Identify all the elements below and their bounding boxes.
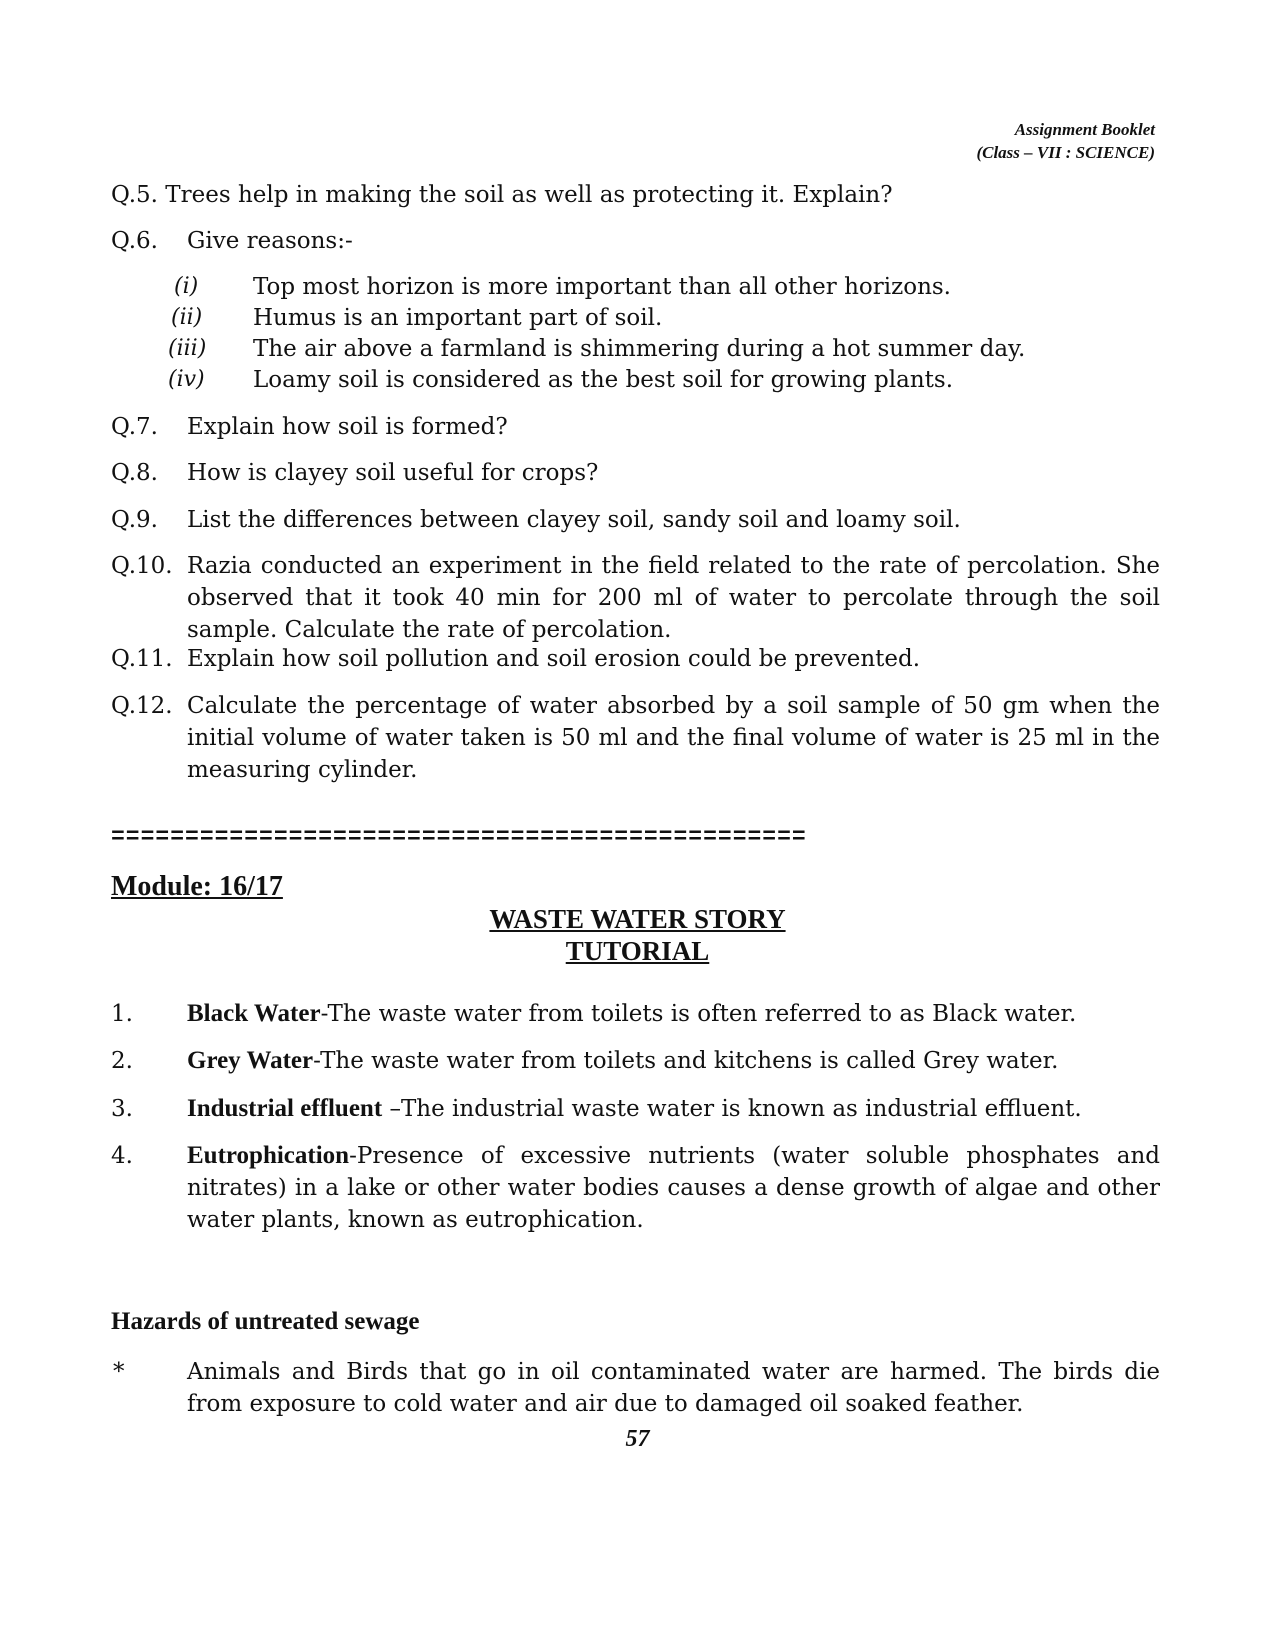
hazards-heading: Hazards of untreated sewage: [111, 1308, 420, 1335]
section-title: WASTE WATER STORY: [489, 904, 786, 934]
module-label: Module: 16/17: [111, 871, 283, 902]
question-9-text: List the differences between clayey soil, sandy soil and loamy soil.: [187, 507, 961, 533]
definition-text: -The waste water from toilets is often referred to as Black water.: [320, 1001, 1077, 1027]
reason-label: (i): [174, 274, 199, 299]
question-11-text: Explain how soil pollution and soil erosion could be prevented.: [187, 646, 921, 672]
reason-text: Humus is an important part of soil.: [253, 305, 663, 331]
hazard-text: Animals and Birds that go in oil contaminated water are harmed. The birds die from exposure to cold water and air due to damaged oil soaked feather.: [187, 1359, 1160, 1417]
definition-number: 4.: [111, 1143, 133, 1169]
reason-label: (iv): [168, 367, 205, 392]
question-6-text: Give reasons:-: [187, 228, 353, 254]
question-12-number: Q.12.: [111, 693, 173, 719]
bullet-icon: *: [113, 1359, 125, 1385]
question-9-number: Q.9.: [111, 507, 158, 533]
definition-text: –The industrial waste water is known as industrial effluent.: [382, 1096, 1082, 1122]
reason-text: Top most horizon is more important than all other horizons.: [253, 274, 951, 300]
header-title: Assignment Booklet: [1014, 120, 1155, 139]
question-number: Q.5.: [111, 182, 158, 208]
definition-term: Industrial effluent: [187, 1095, 383, 1122]
reason-label: (ii): [171, 305, 203, 330]
reason-text: The air above a farmland is shimmering during a hot summer day.: [253, 336, 1026, 362]
question-10-number: Q.10.: [111, 553, 173, 579]
question-8-text: How is clayey soil useful for crops?: [187, 460, 599, 486]
question-text: Trees help in making the soil as well as protecting it. Explain?: [165, 182, 893, 208]
question-12-text: Calculate the percentage of water absorbed by a soil sample of 50 gm when the initial volume of water taken is 50 ml and the final volume of water is 25 ml in the measuring cylinder.: [187, 693, 1160, 783]
header-class: (Class – VII : SCIENCE): [976, 143, 1155, 162]
reason-label: (iii): [168, 336, 207, 361]
section-divider: ===============================================: [111, 824, 807, 850]
section-subtitle: TUTORIAL: [565, 936, 710, 966]
definition-number: 1.: [111, 1001, 133, 1027]
definition-item: [187, 1093, 1160, 1125]
definition-text: -Presence of excessive nutrients (water soluble phosphates and nitrates) in a lake or other water bodies causes a dense growth of algae and other water plants, known as eutrophication.: [187, 1143, 1160, 1233]
definition-number: 3.: [111, 1096, 133, 1122]
question-7-text: Explain how soil is formed?: [187, 414, 508, 440]
definition-term: Grey Water: [187, 1047, 314, 1074]
definition-item: [187, 998, 1160, 1030]
question-5: [111, 179, 893, 211]
page-number: 57: [625, 1426, 650, 1452]
question-7-number: Q.7.: [111, 414, 158, 440]
question-6-number: Q.6.: [111, 228, 158, 254]
reason-text: Loamy soil is considered as the best soil for growing plants.: [253, 367, 954, 393]
definition-number: 2.: [111, 1048, 133, 1074]
booklet-header: [976, 118, 1155, 164]
definition-text: -The waste water from toilets and kitchens is called Grey water.: [313, 1048, 1059, 1074]
definition-term: Eutrophication: [187, 1142, 350, 1169]
question-11-number: Q.11.: [111, 646, 173, 672]
definition-term: Black Water: [187, 1000, 321, 1027]
definition-item: [187, 1045, 1160, 1077]
definition-item: [187, 1140, 1160, 1236]
question-8-number: Q.8.: [111, 460, 158, 486]
question-10-text: Razia conducted an experiment in the field related to the rate of percolation. She observed that it took 40 min for 200 ml of water to percolate through the soil sample. Calculate the rate of percolation.: [187, 553, 1160, 643]
